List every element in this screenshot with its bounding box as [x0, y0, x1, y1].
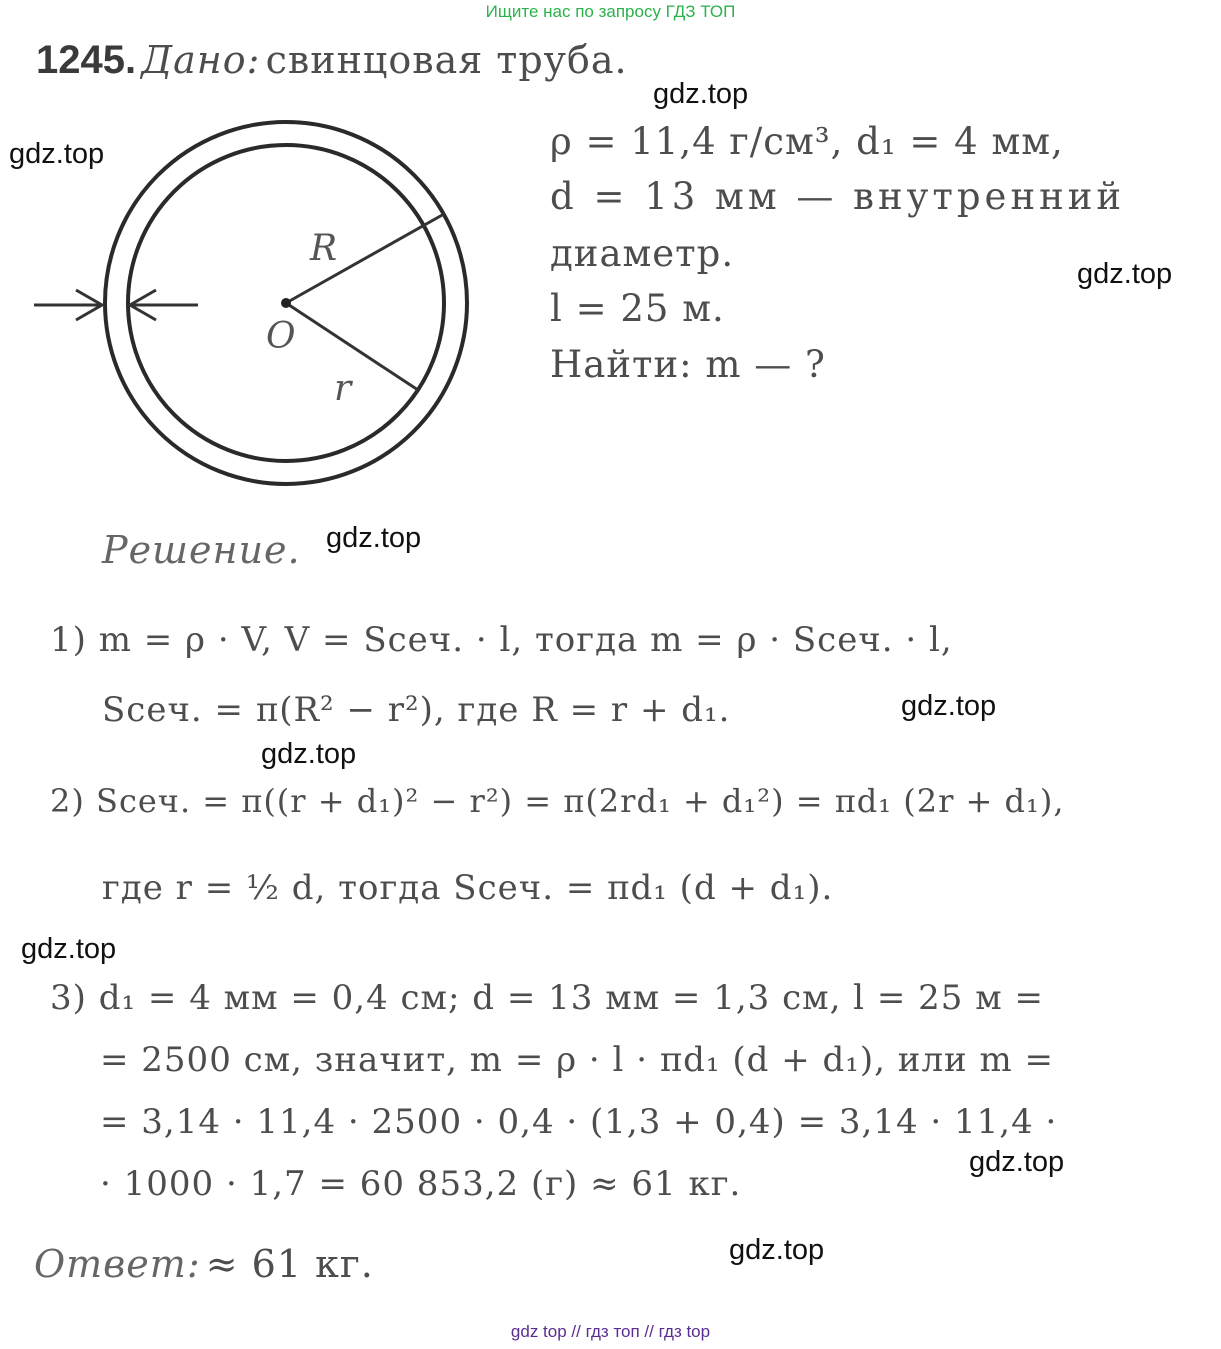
- label-O: O: [266, 316, 296, 357]
- given-line-2: d = 13 мм — внутренний: [550, 175, 1126, 218]
- given-line-3: диаметр.: [550, 232, 735, 275]
- watermark: gdz.top: [1077, 258, 1173, 290]
- watermark: gdz.top: [261, 738, 357, 770]
- footer-links[interactable]: gdz top // гдз топ // гдз top: [510, 1322, 711, 1341]
- solution-line-1: 1) m = ρ · V, V = Sсеч. · l, тогда m = ρ · Sсеч. · l,: [50, 620, 953, 660]
- watermark: gdz.top: [9, 138, 105, 170]
- given-title: свинцовая труба.: [265, 38, 628, 82]
- answer: [34, 1242, 374, 1286]
- label-R: R: [310, 228, 338, 269]
- given-label: Дано:: [141, 38, 261, 82]
- watermark: gdz.top: [969, 1146, 1065, 1178]
- solution-line-8: · 1000 · 1,7 = 60 853,2 (г) ≈ 61 кг.: [100, 1164, 742, 1204]
- solution-label: Решение.: [102, 528, 301, 572]
- problem-header: [36, 38, 628, 83]
- top-banner[interactable]: Ищите нас по запросу ГДЗ ТОП: [485, 2, 736, 21]
- solution-line-2: Sсеч. = π(R² − r²), где R = r + d₁.: [102, 690, 731, 730]
- given-line-1: ρ = 11,4 г/см³, d₁ = 4 мм,: [550, 120, 1064, 163]
- watermark: gdz.top: [653, 78, 749, 110]
- watermark: gdz.top: [326, 522, 422, 554]
- radius-r-line: [286, 303, 418, 390]
- center-point: [281, 298, 291, 308]
- answer-label: Ответ:: [34, 1242, 201, 1286]
- label-r: r: [334, 368, 352, 409]
- watermark: gdz.top: [21, 933, 117, 965]
- problem-number: 1245.: [36, 38, 137, 82]
- solution-line-7: = 3,14 · 11,4 · 2500 · 0,4 · (1,3 + 0,4) = 3,14 · 11,4 ·: [100, 1102, 1058, 1142]
- solution-line-6: = 2500 см, значит, m = ρ · l · πd₁ (d + d₁), или m =: [100, 1040, 1055, 1080]
- watermark: gdz.top: [729, 1234, 825, 1266]
- watermark: gdz.top: [901, 690, 997, 722]
- given-line-5: Найти: m — ?: [550, 343, 826, 386]
- given-line-4: l = 25 м.: [550, 287, 725, 330]
- solution-line-4: где r = ½ d, тогда Sсеч. = πd₁ (d + d₁).: [102, 868, 834, 908]
- answer-value: ≈ 61 кг.: [205, 1242, 374, 1286]
- solution-line-3: 2) Sсеч. = π((r + d₁)² − r²) = π(2rd₁ + d₁²) = πd₁ (2r + d₁),: [50, 782, 1065, 820]
- solution-line-5: 3) d₁ = 4 мм = 0,4 см; d = 13 мм = 1,3 см, l = 25 м =: [50, 978, 1044, 1018]
